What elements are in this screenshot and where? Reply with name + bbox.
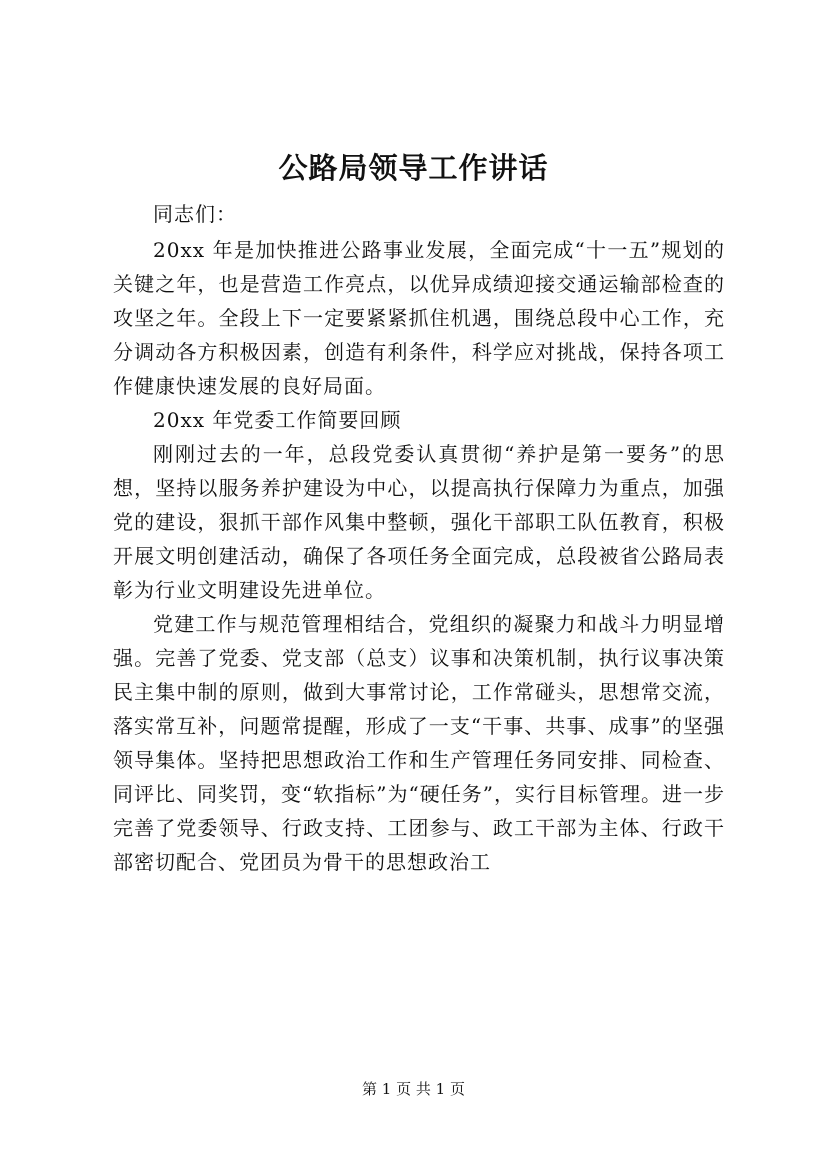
document-title: 公路局领导工作讲话 — [278, 151, 549, 185]
paragraph-review: 刚刚过去的一年，总段党委认真贯彻“养护是第一要务”的思想，坚持以服务养护建设为中心，以提高执行保障力为重点，加强党的建设，狠抓干部作风集中整顿，强化干部职工队伍教育，积极开展文明创建活动，确保了各项任务全面完成，总段被省公路局表彰为行业文明建设先进单位。 — [113, 442, 725, 602]
page-footer: 第 1 页 共 1 页 — [362, 1080, 465, 1098]
salutation: 同志们： — [153, 202, 237, 226]
paragraph-intro: 20xx 年是加快推进公路事业发展，全面完成“十一五”规划的关键之年，也是营造工作亮点，以优异成绩迎接交通运输部检查的攻坚之年。全段上下一定要紧紧抓住机遇，围绕总段中心工作，充分调动各方积极因素，创造有利条件，科学应对挑战，保持各项工作健康快速发展的良好局面。 — [113, 238, 725, 398]
document-body — [113, 197, 725, 879]
paragraph-party-building: 党建工作与规范管理相结合，党组织的凝聚力和战斗力明显增强。完善了党委、党支部（总支）议事和决策机制，执行议事决策民主集中制的原则，做到大事常讨论，工作常碰头，思想常交流，落实常互补，问题常提醒，形成了一支“干事、共事、成事”的坚强领导集体。坚持把思想政治工作和生产管理任务同安排、同检查、同评比、同奖罚，变“软指标”为“硬任务”，实行目标管理。进一步完善了党委领导、行政支持、工团参与、政工干部为主体、行政干部密切配合、党团员为骨干的思想政治工 — [113, 612, 725, 874]
section-heading: 20xx 年党委工作简要回顾 — [153, 408, 402, 432]
